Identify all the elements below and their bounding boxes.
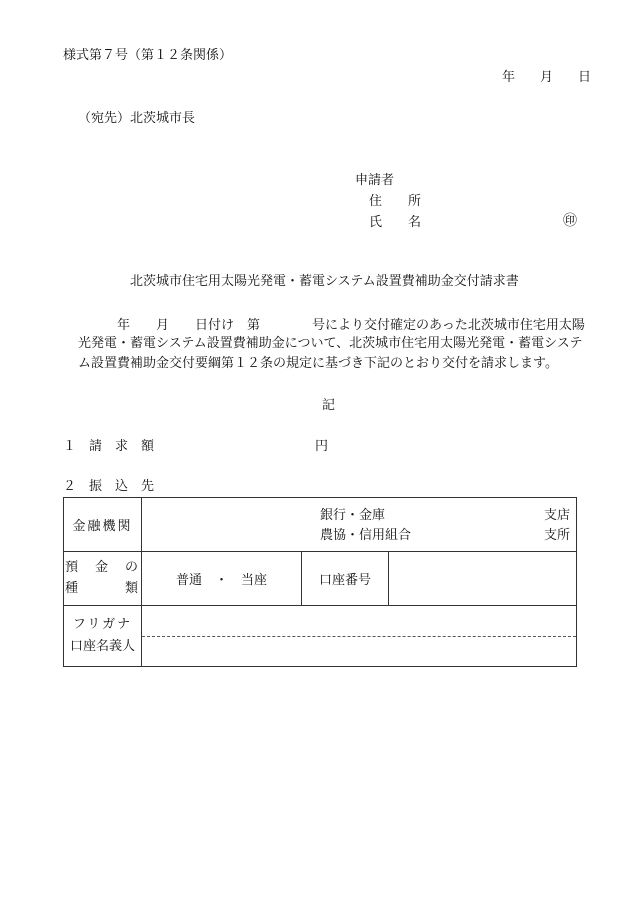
account-holder-field[interactable] xyxy=(142,606,577,667)
seal-mark: ㊞ xyxy=(563,213,577,229)
bank-row xyxy=(64,498,577,552)
furigana-divider xyxy=(142,636,576,637)
account-holder-label: 口座名義人 xyxy=(69,639,135,654)
address-label: 住 所 xyxy=(369,194,422,209)
name-label: 氏 名 xyxy=(369,215,422,230)
transfer-destination-label: ２ 振 込 先 xyxy=(63,479,155,494)
date-year: 年 xyxy=(502,70,516,85)
body-line-3: ム設置費補助金交付要綱第１２条の規定に基づき下記のとおり交付を請求します。 xyxy=(78,356,558,371)
bank-branch-1: 支店 xyxy=(544,508,571,523)
holder-row xyxy=(64,606,577,667)
furigana-label: フリガナ xyxy=(72,616,133,632)
holder-label-cell xyxy=(64,606,142,667)
bank-type-1: 銀行・金庫 xyxy=(320,508,386,523)
deposit-type-options[interactable]: 普通 ・ 当座 xyxy=(142,552,302,606)
deposit-row xyxy=(64,552,577,606)
bank-branch-2: 支所 xyxy=(544,528,571,543)
account-number-field[interactable] xyxy=(389,552,577,606)
form-number: 様式第７号（第１２条関係） xyxy=(63,48,233,63)
request-amount-label: １ 請 求 額 xyxy=(63,439,155,454)
deposit-type-label-line-2: 種 類 xyxy=(64,580,140,596)
body-line-1: 年 月 日付け 第 号により交付確定のあった北茨城市住宅用太陽 xyxy=(117,318,585,333)
addressee: （宛先）北茨城市長 xyxy=(78,111,196,126)
bank-type-2: 農協・信用組合 xyxy=(320,528,412,543)
yen-unit: 円 xyxy=(315,439,329,454)
body-line-2: 光発電・蓄電システム設置費補助金について、北茨城市住宅用太陽光発電・蓄電システ xyxy=(78,336,583,351)
bank-transfer-table xyxy=(63,497,577,667)
date-day: 日 xyxy=(578,70,592,85)
bank-name-cell[interactable] xyxy=(142,498,577,552)
ki-heading: 記 xyxy=(322,398,336,413)
deposit-type-label xyxy=(64,552,142,606)
document-title: 北茨城市住宅用太陽光発電・蓄電システム設置費補助金交付請求書 xyxy=(130,274,519,289)
date-month: 月 xyxy=(540,70,554,85)
deposit-type-label-line-1: 預 金 の xyxy=(64,559,140,575)
account-number-label: 口座番号 xyxy=(302,552,389,606)
bank-label: 金融機関 xyxy=(64,498,142,552)
applicant-heading: 申請者 xyxy=(355,173,395,188)
